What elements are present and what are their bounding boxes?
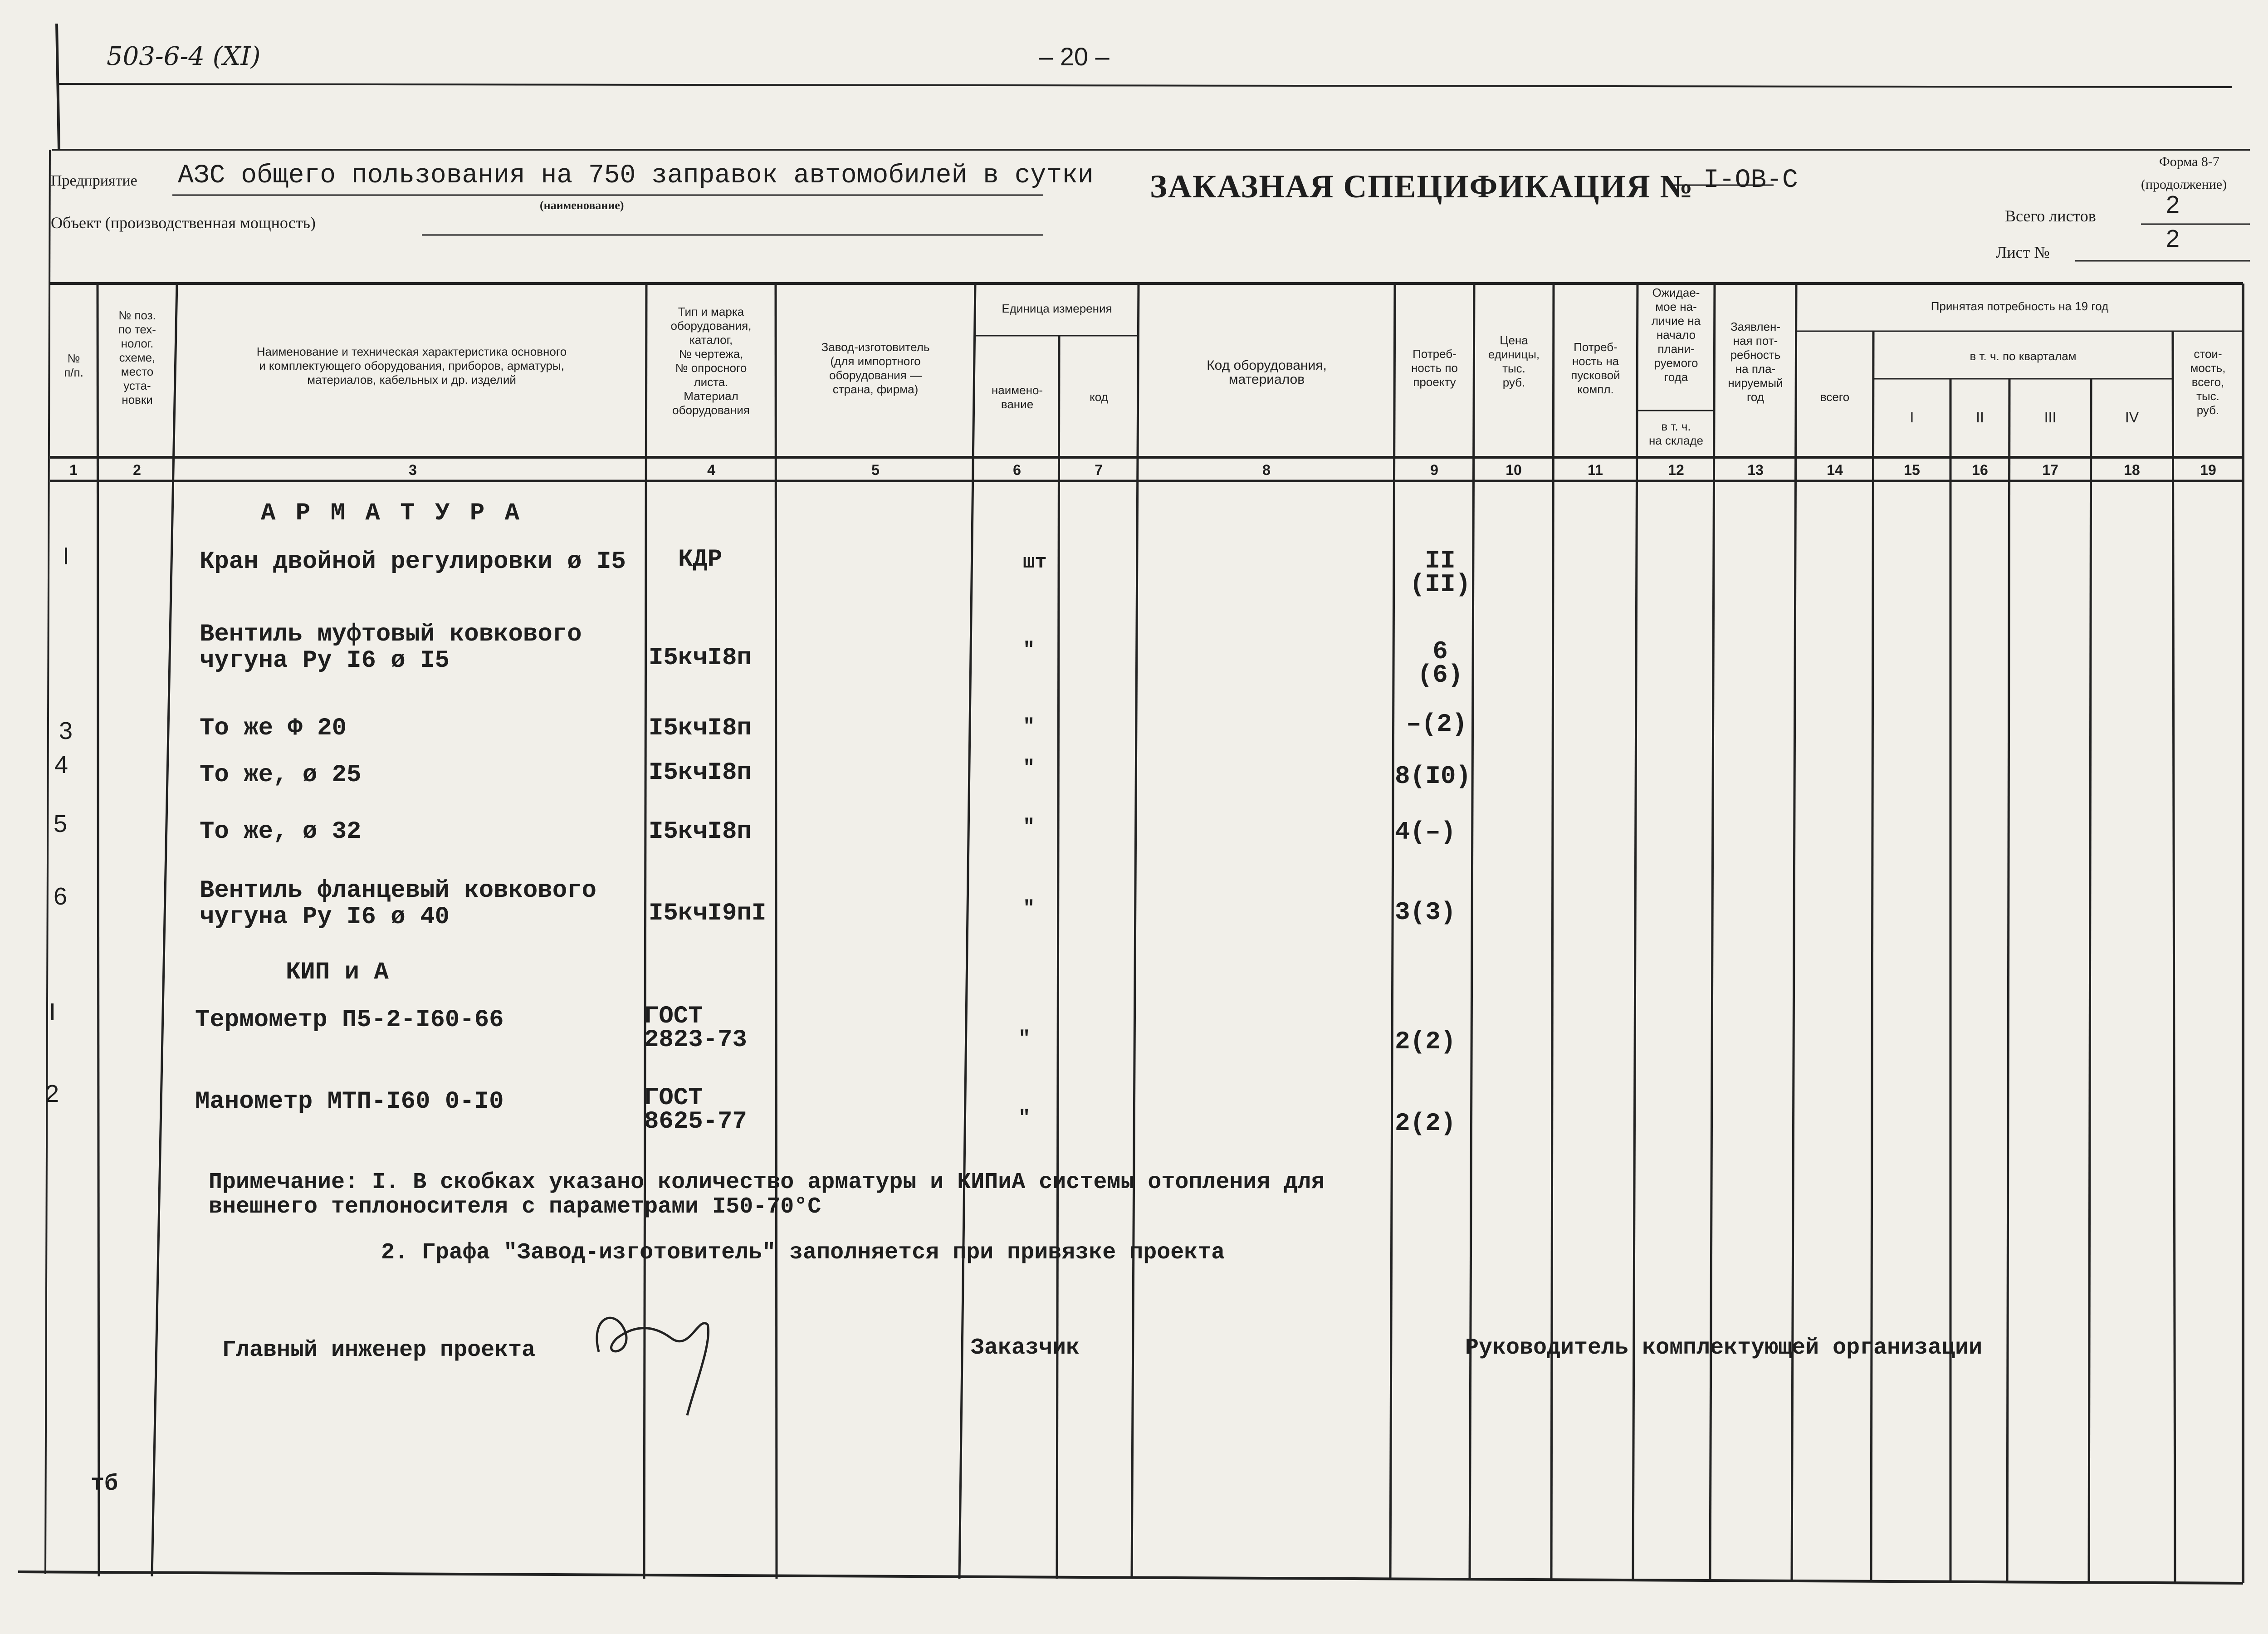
name-caption: (наименование) — [540, 199, 624, 212]
item-name: Вентиль муфтовый ковкового чугуна Ру I6 ø I5 — [200, 621, 582, 675]
note-1: Примечание: I. В скобках указано количество арматуры и КИПиА системы отопления для внешнего теплоносителя с параметрами I50-70°С — [209, 1169, 1325, 1220]
col-number: 3 — [409, 462, 417, 478]
col-header-2: № поз. по тех- нолог. схеме, место уста- новки — [118, 308, 156, 406]
item-type: КДР — [678, 546, 723, 573]
col-number: 14 — [1827, 462, 1843, 478]
item-qty: 4(–) — [1395, 817, 1456, 846]
item-qty: II (II) — [1409, 546, 1471, 599]
item-unit: шт — [1023, 551, 1047, 574]
col-header-1: № п/п. — [64, 352, 83, 379]
item-name: Вентиль фланцевый ковкового чугуна Ру I6 ø 40 — [200, 877, 596, 931]
col-header-11: Потреб- ность на пусковой компл. — [1571, 340, 1620, 396]
item-name: Термометр П5-2-I60-66 — [195, 1006, 504, 1034]
col-number: 11 — [1588, 462, 1603, 478]
col-number: 1 — [69, 462, 78, 478]
item-name: Кран двойной регулировки ø I5 — [200, 548, 626, 576]
col-header-10: Цена единицы, тыс. руб. — [1488, 333, 1540, 389]
page-number: – 20 – — [1039, 42, 1110, 71]
col-number: 18 — [2124, 462, 2140, 478]
col-number: 15 — [1904, 462, 1920, 478]
row-number: I — [49, 998, 56, 1026]
row-number: 2 — [45, 1080, 59, 1107]
col-number: 13 — [1747, 462, 1764, 478]
item-unit: " — [1023, 715, 1035, 738]
item-qty: –(2) — [1406, 709, 1467, 739]
item-type: ГОСТ 2823-73 — [644, 1003, 747, 1054]
col-header-7: код — [1090, 390, 1108, 404]
col-header-13: Заявлен- ная пот- ребность на пла- нируемый год — [1728, 320, 1783, 404]
col-number: 8 — [1262, 462, 1271, 478]
spec-title: ЗАКАЗНАЯ СПЕЦИФИКАЦИЯ № — [1150, 168, 1694, 205]
col-number: 17 — [2042, 462, 2058, 478]
enterprise-label: Предприятие — [51, 172, 137, 189]
item-name: То же, ø 25 — [200, 761, 362, 789]
section-heading-kip: КИП и А — [286, 959, 389, 986]
item-name: То же, ø 32 — [200, 818, 362, 846]
item-name: Манометр МТП-I60 0-I0 — [195, 1088, 504, 1115]
item-qty: 6 (6) — [1417, 637, 1463, 690]
col-header-q4: IV — [2125, 409, 2139, 426]
col-header-accepted-group: Принятая потребность на 19 год — [1931, 299, 2109, 313]
item-type: I5кчI8п — [649, 818, 752, 846]
col-header-5: Завод-изготовитель (для импортного оборудования — страна, фирма) — [821, 340, 930, 396]
col-header-3: Наименование и техническая характеристика основного и комплектующего оборудования, приборов, арматуры, материалов, кабельных и др. изделий — [256, 345, 567, 386]
row-number: 5 — [54, 810, 68, 837]
col-number: 16 — [1972, 462, 1988, 478]
col-header-q1: I — [1910, 409, 1914, 426]
col-header-12-top: Ожидае- мое на- личие на начало плани- руемого года — [1651, 286, 1701, 384]
item-qty: 8(I0) — [1395, 762, 1471, 791]
signature-engineer-label: Главный инженер проекта — [222, 1337, 536, 1363]
col-number: 12 — [1668, 462, 1684, 478]
continuation-label: (продолжение) — [2141, 177, 2227, 192]
col-header-12-bottom: в т. ч. на складе — [1649, 420, 1703, 447]
col-header-8: Код оборудования, материалов — [1207, 358, 1327, 387]
col-header-6: наимено- вание — [991, 383, 1043, 411]
col-number: 9 — [1430, 462, 1438, 478]
row-number: 3 — [59, 717, 73, 744]
col-number: 5 — [871, 462, 880, 478]
item-type: I5кчI8п — [649, 759, 752, 787]
sheets-total-label: Всего листов — [2005, 207, 2096, 225]
margin-mark: тб — [91, 1471, 118, 1497]
item-qty: 2(2) — [1395, 1109, 1456, 1138]
col-header-4: Тип и марка оборудования, каталог, № чертежа, № опросного листа. Материал оборудования — [670, 305, 752, 417]
col-header-unit-group: Единица измерения — [1002, 302, 1112, 315]
sheet-no-value: 2 — [2166, 225, 2180, 252]
col-number: 2 — [133, 462, 141, 478]
item-qty: 3(3) — [1395, 898, 1456, 927]
item-unit: " — [1018, 1027, 1031, 1050]
col-header-19: стои- мость, всего, тыс. руб. — [2190, 347, 2226, 417]
enterprise-value: АЗС общего пользования на 750 заправок автомобилей в сутки — [178, 161, 1094, 191]
note-2: 2. Графа "Завод-изготовитель" заполняется при привязке проекта — [381, 1240, 1225, 1266]
item-unit: " — [1023, 897, 1035, 920]
item-type: I5кчI8п — [649, 644, 752, 672]
item-unit: " — [1023, 816, 1035, 838]
col-number: 6 — [1013, 462, 1021, 478]
item-type: I5кчI9пI — [649, 900, 767, 927]
spec-number: I-ОВ-С — [1703, 166, 1798, 195]
col-header-9: Потреб- ность по проекту — [1411, 347, 1458, 389]
signature-head-label: Руководитель комплектующей организации — [1465, 1335, 1983, 1361]
col-header-q2: II — [1976, 409, 1984, 426]
item-type: ГОСТ 8625-77 — [644, 1084, 747, 1135]
row-number: 4 — [54, 751, 68, 778]
document-code: 503-6-4 (XI) — [107, 42, 261, 71]
row-number: I — [63, 543, 70, 570]
item-qty: 2(2) — [1395, 1027, 1456, 1056]
col-header-14: всего — [1820, 390, 1850, 404]
col-header-quarters-group: в т. ч. по кварталам — [1970, 349, 2077, 363]
sheets-total-value: 2 — [2166, 191, 2180, 218]
item-unit: " — [1023, 639, 1035, 661]
item-name: То же Ф 20 — [200, 714, 347, 742]
col-number: 19 — [2200, 462, 2216, 478]
engineer-signature — [597, 1318, 709, 1415]
item-unit: " — [1023, 757, 1035, 779]
item-unit: " — [1018, 1107, 1031, 1130]
col-number: 4 — [707, 462, 715, 478]
signature-customer-label: Заказчик — [971, 1335, 1080, 1361]
section-heading-armatura: А Р М А Т У Р А — [261, 499, 523, 527]
col-number: 10 — [1505, 462, 1522, 478]
form-label: Форма 8-7 — [2159, 154, 2219, 169]
row-number: 6 — [54, 883, 68, 910]
sheet-no-label: Лист № — [1996, 243, 2050, 261]
object-label: Объект (производственная мощность) — [51, 214, 316, 232]
col-header-q3: III — [2044, 409, 2057, 426]
col-number: 7 — [1095, 462, 1103, 478]
item-type: I5кчI8п — [649, 714, 752, 742]
